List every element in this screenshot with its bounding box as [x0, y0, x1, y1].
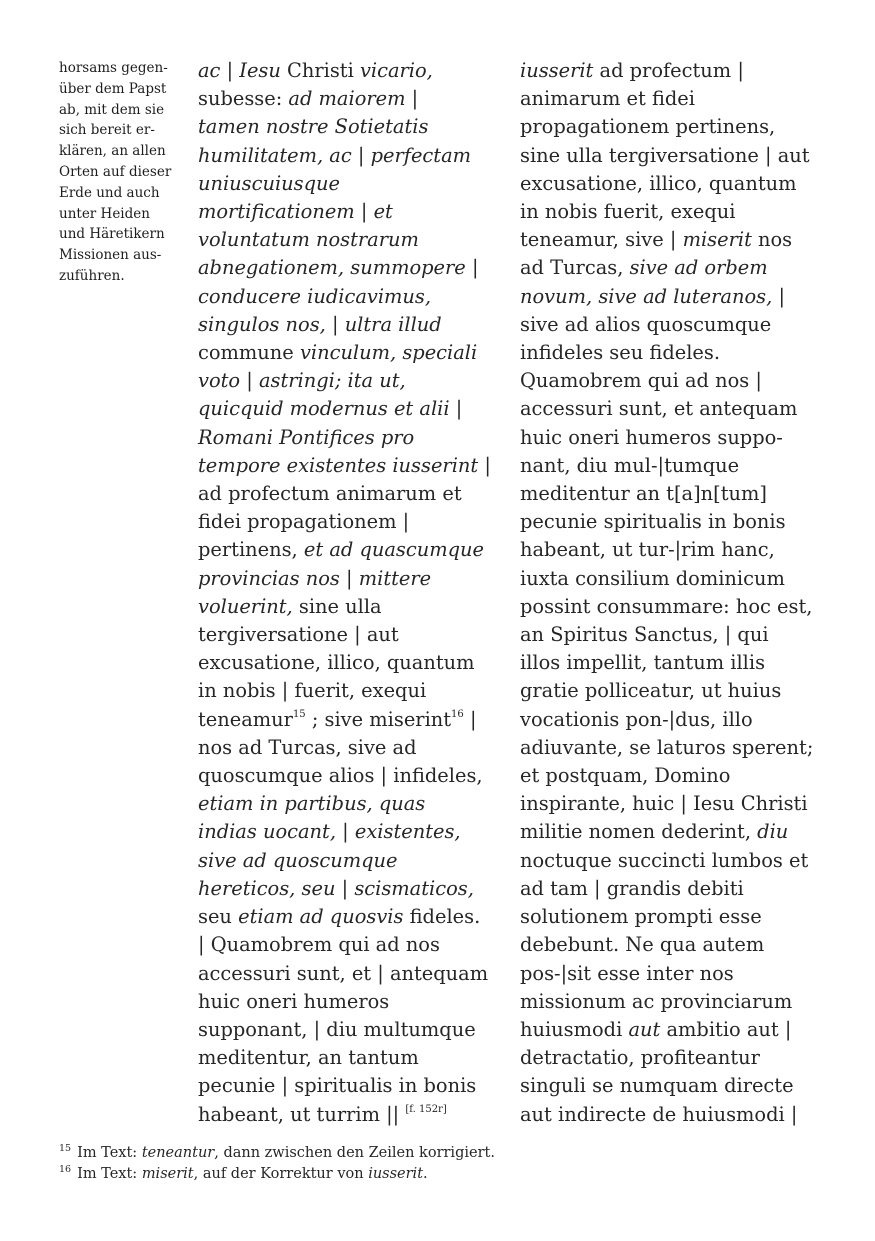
text-line: noctuque succincti lumbos et — [520, 848, 809, 872]
text-line: adiuvante, se laturos sperent; — [520, 735, 814, 759]
text-line: iusserit ad profectum | — [520, 59, 744, 82]
folio-marker: [f. 152r] — [405, 1103, 447, 1115]
text-line: detractatio, profiteantur — [520, 1046, 760, 1070]
text-line: in nobis fuerit, exequi — [520, 200, 736, 224]
text-line: huic oneri humeros — [198, 989, 390, 1013]
text-line: singuli se numquam directe — [520, 1074, 794, 1098]
text-line: tergiversatione | aut — [198, 623, 399, 647]
text-line: gratie polliceatur, ut huius — [520, 679, 782, 703]
text-line: supponant, | diu multumque — [198, 1017, 476, 1041]
text-line: conducere iudicavimus, — [198, 284, 432, 308]
margin-note — [59, 58, 181, 287]
text-line: uniuscuiusque — [198, 171, 340, 195]
text-line: tempore existentes iusserint | — [198, 453, 491, 477]
text-line: missionum ac provinciarum — [520, 989, 793, 1013]
text-line: seu etiam ad quosvis fideles. — [198, 905, 481, 929]
margin-note-line: Erde und auch — [59, 184, 160, 201]
margin-note-line: unter Heiden — [59, 205, 150, 222]
text-line: pos-|sit esse inter nos — [520, 961, 734, 985]
text-line: ad tam | grandis debiti — [520, 876, 744, 900]
text-line: pecunie spiritualis in bonis — [520, 510, 786, 534]
text-line: teneamur$^{15}$ ; sive miserint$^{16}$ | — [198, 707, 477, 731]
text-line: quicquid modernus et alii | — [198, 397, 463, 421]
text-line: nant, diu mul-|tumque — [520, 453, 740, 477]
text-line: vocationis pon-|dus, illo — [520, 707, 753, 731]
text-line: commune vinculum, speciali — [198, 341, 478, 365]
text-line: inspirante, huic | Iesu Christi — [520, 792, 808, 816]
text-line: excusatione, illico, quantum — [520, 171, 797, 195]
margin-note-line: zuführen. — [59, 267, 125, 284]
text-line: excusatione, illico, quantum — [198, 651, 475, 675]
text-line: animarum et fidei — [520, 87, 695, 111]
text-line: Romani Pontifices pro — [198, 425, 415, 449]
text-line: possint consummare: hoc est, — [520, 594, 813, 618]
text-line: iuxta consilium dominicum — [520, 566, 785, 590]
text-line: sive ad quoscumque — [198, 848, 398, 872]
text-column-middle — [198, 57, 498, 1129]
text-line: pecunie | spiritualis in bonis — [198, 1074, 477, 1098]
footnote-number: 16 — [59, 1164, 72, 1175]
margin-note-line: klären, an allen — [59, 143, 166, 160]
margin-note-line: und Häretikern — [59, 226, 165, 243]
text-line: subesse: ad maiorem | — [198, 87, 419, 111]
text-line: pertinens, et ad quascumque — [198, 538, 484, 562]
text-line: abnegationem, summopere | — [198, 256, 479, 280]
text-line: | Quamobrem qui ad nos — [198, 933, 440, 957]
text-line: fidei propagationem | — [198, 510, 410, 534]
text-line: mortificationem | et — [198, 200, 393, 224]
text-line: ac | Iesu Christi vicario, — [198, 59, 433, 82]
text-line: debebunt. Ne qua autem — [520, 933, 765, 957]
footnote-ref: 15 — [292, 708, 306, 720]
text-line: nos ad Turcas, sive ad — [198, 735, 417, 759]
text-line: provincias nos | mittere — [198, 566, 432, 590]
text-line: singulos nos, | ultra illud — [198, 312, 442, 336]
text-column-right — [520, 57, 830, 1129]
text-line: sine ulla tergiversatione | aut — [520, 143, 810, 167]
text-line: tamen nostre Sotietatis — [198, 115, 429, 139]
text-line: Quamobrem qui ad nos | — [520, 369, 762, 393]
margin-note-line: sich bereit er- — [59, 122, 155, 139]
text-line: accessuri sunt, et | antequam — [198, 961, 489, 985]
text-line: voluerint, sine ulla — [198, 594, 382, 618]
footnote-ref: 16 — [451, 708, 464, 720]
text-line: meditentur, an tantum — [198, 1046, 419, 1070]
text-line: voluntatum nostrarum — [198, 228, 419, 252]
text-line: teneamur, sive | miserit nos — [520, 228, 793, 252]
text-line: voto | astringi; ita ut, — [198, 369, 406, 393]
text-line: habeant, ut turrim || [f. 152r] — [198, 1102, 447, 1126]
text-line: hereticos, seu | scismaticos, — [198, 876, 474, 900]
text-line: huiusmodi aut ambitio aut | — [520, 1017, 792, 1041]
margin-note-line: ab, mit dem sie — [59, 101, 165, 118]
margin-note-line: über dem Papst — [59, 80, 167, 97]
footnotes — [59, 1143, 839, 1185]
text-line: quoscumque alios | infideles, — [198, 764, 483, 788]
text-line: habeant, ut tur-|rim hanc, — [520, 538, 775, 562]
footnote: $^{15}$ Im Text: teneantur, dann zwischen den Zeilen korrigiert. — [59, 1143, 495, 1161]
text-line: novum, sive ad luteranos, | — [520, 284, 785, 308]
footnote: $^{16}$ Im Text: miserit, auf der Korrektur von iusserit. — [59, 1164, 428, 1182]
text-line: etiam in partibus, quas — [198, 792, 426, 816]
text-line: accessuri sunt, et antequam — [520, 397, 798, 421]
text-line: in nobis | fuerit, exequi — [198, 679, 427, 703]
margin-note-line: Orten auf dieser — [59, 163, 172, 180]
footnote-number: 15 — [59, 1143, 72, 1154]
text-line: aut indirecte de huiusmodi | — [520, 1102, 798, 1126]
text-line: militie nomen dederint, diu — [520, 820, 789, 844]
text-line: humilitatem, ac | perfectam — [198, 143, 472, 167]
margin-note-line: horsams gegen- — [59, 60, 168, 76]
text-line: huic oneri humeros suppo- — [520, 425, 783, 449]
margin-note-line: Missionen aus- — [59, 247, 162, 264]
text-line: propagationem pertinens, — [520, 115, 776, 139]
text-line: indias uocant, | existentes, — [198, 820, 461, 844]
text-line: sive ad alios quoscumque — [520, 312, 772, 336]
text-line: solutionem prompti esse — [520, 905, 762, 929]
text-line: meditentur an t[a]n[tum] — [520, 482, 767, 506]
text-line: ad Turcas, sive ad orbem — [520, 256, 768, 280]
text-line: illos impellit, tantum illis — [520, 651, 766, 675]
text-line: ad profectum animarum et — [198, 482, 462, 506]
text-line: infideles seu fideles. — [520, 341, 720, 365]
text-line: et postquam, Domino — [520, 764, 731, 788]
text-line: an Spiritus Sanctus, | qui — [520, 623, 769, 647]
